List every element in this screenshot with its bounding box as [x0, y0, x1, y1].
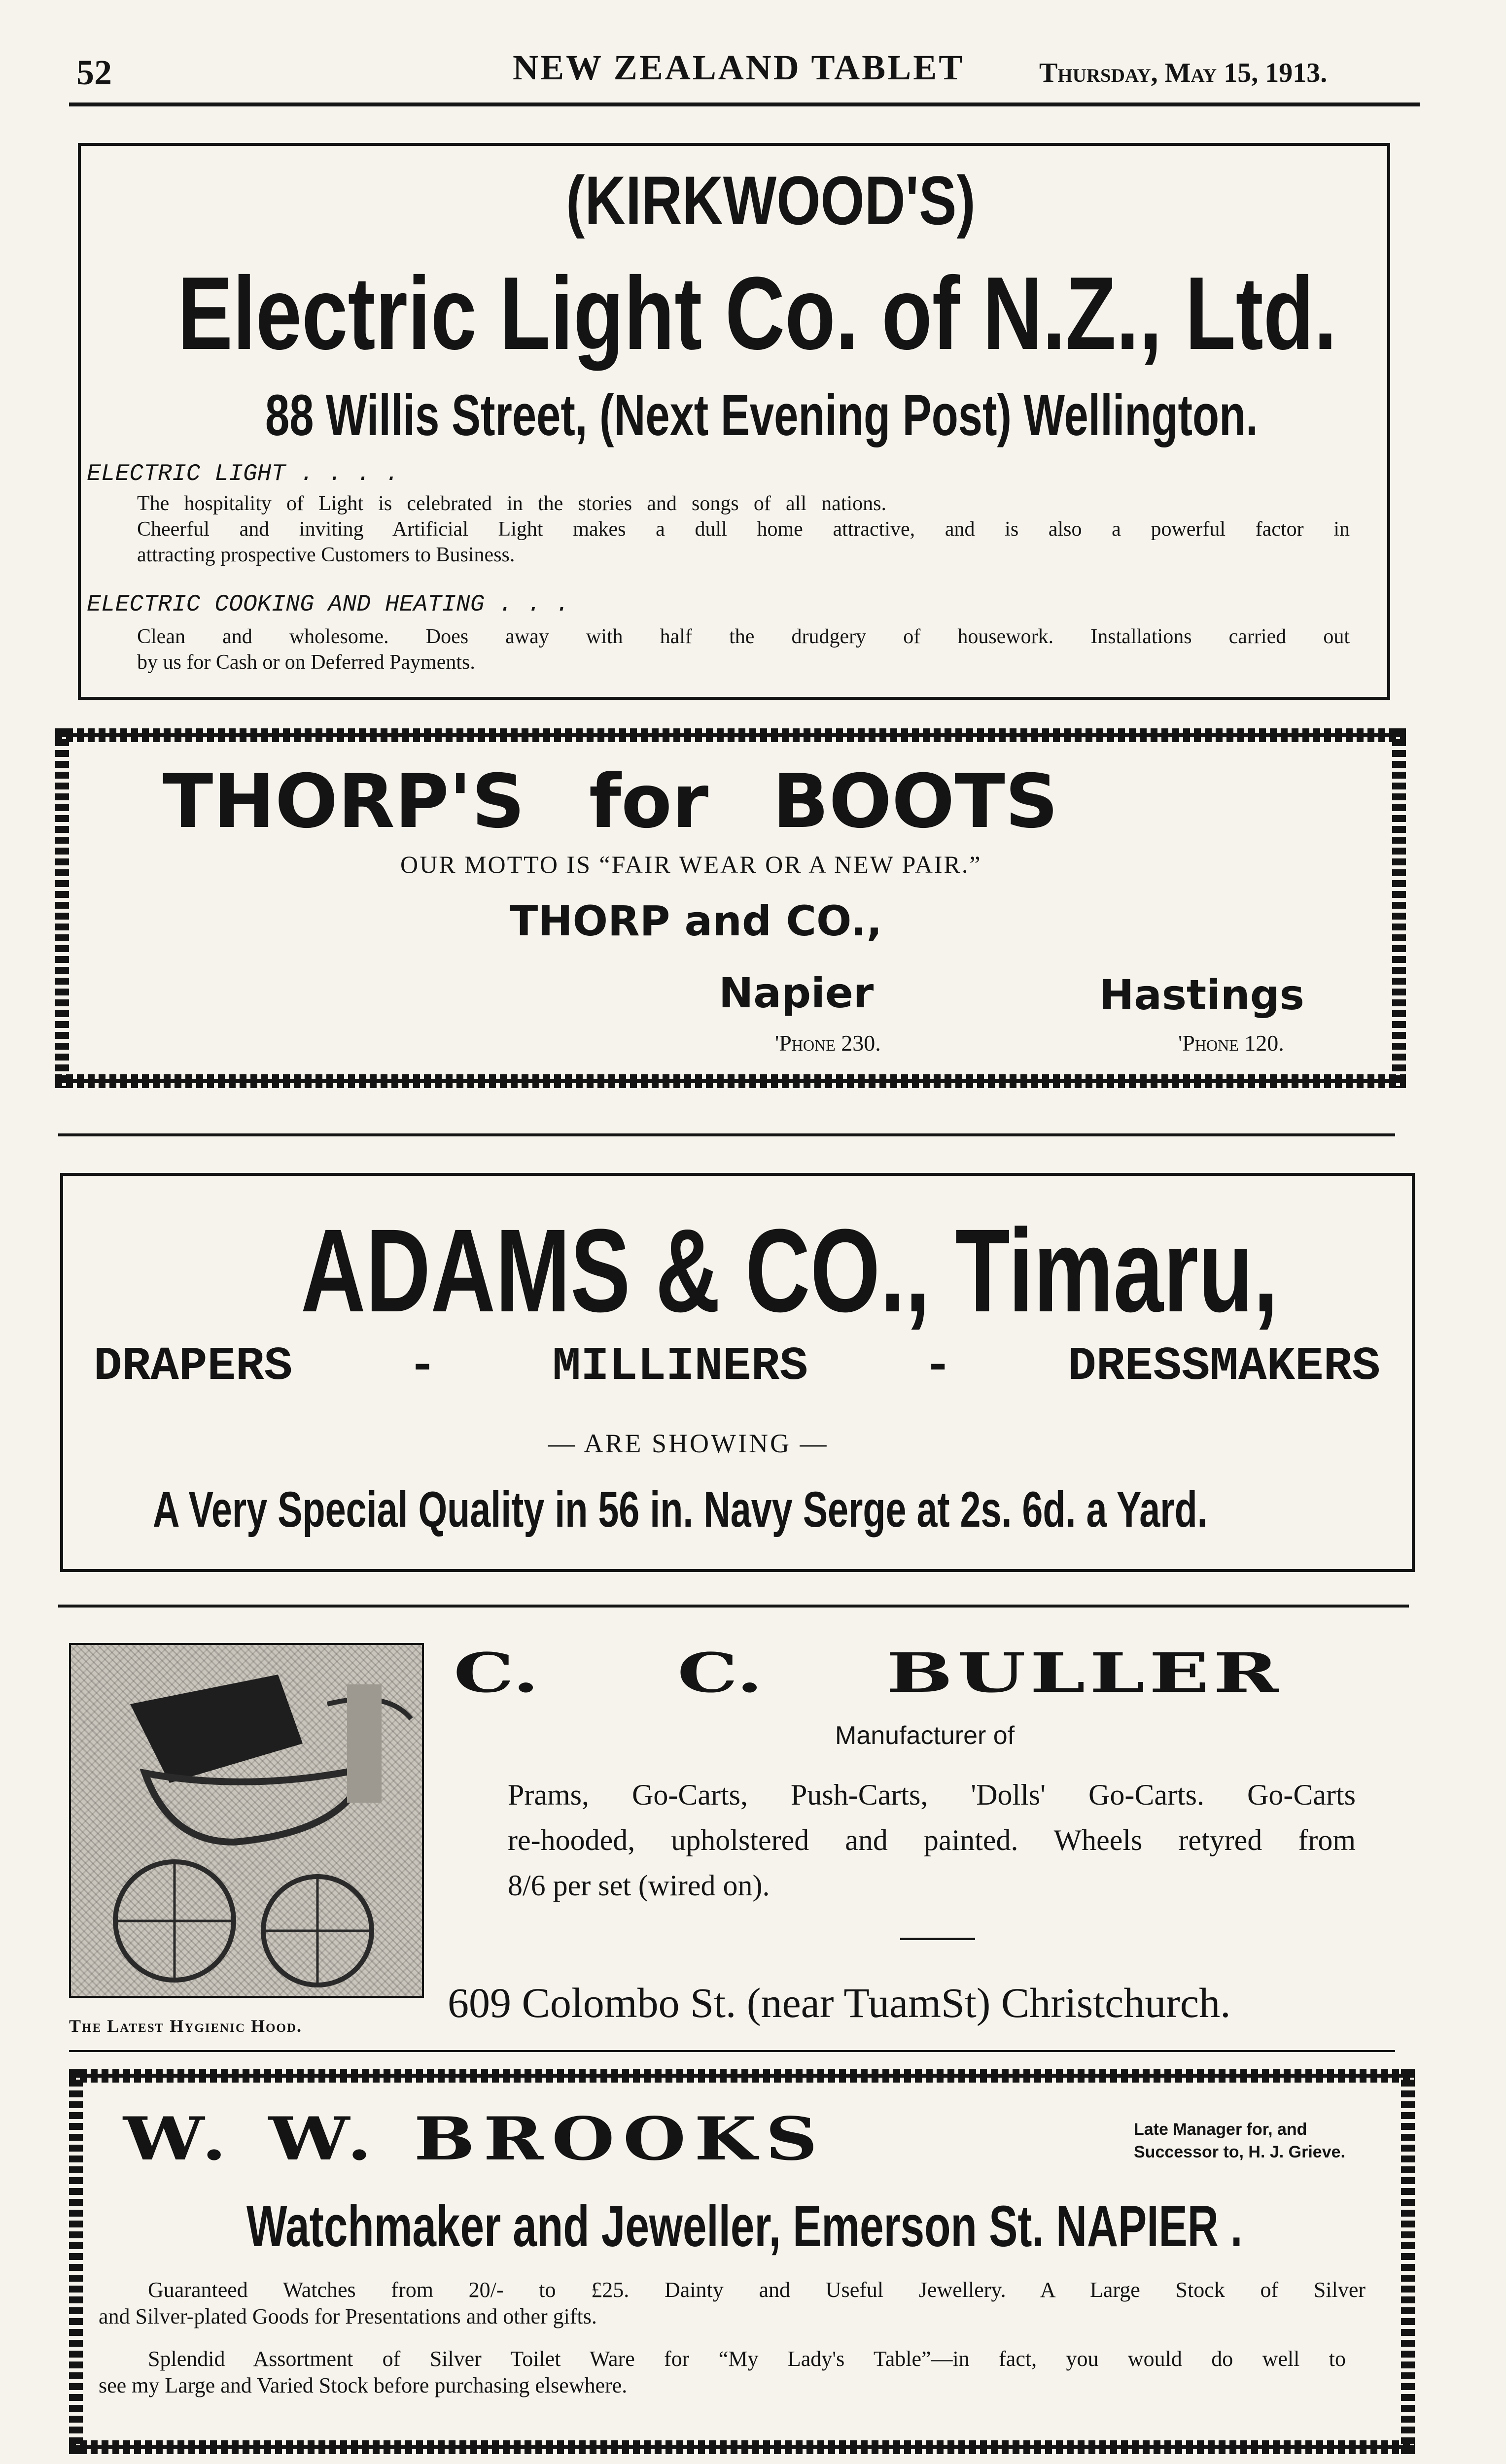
adams-trade-sep: -	[923, 1339, 952, 1393]
thorp-border-right	[1392, 728, 1406, 1088]
kirkwood-section2-title: ELECTRIC COOKING AND HEATING . . .	[87, 591, 570, 618]
section-rule	[58, 1605, 1409, 1608]
thorp-headline-name: THORP'S	[163, 759, 525, 845]
adams-trade-milliners: MILLINERS	[552, 1339, 808, 1393]
section-rule	[58, 1133, 1395, 1136]
section-rule	[69, 2050, 1395, 2052]
brooks-border-left	[69, 2069, 83, 2454]
brooks-para2	[99, 2346, 1346, 2399]
page-number: 52	[76, 53, 112, 92]
thorp-motto: OUR MOTTO IS “FAIR WEAR OR A NEW PAIR.”	[400, 851, 982, 878]
buller-line: Prams, Go-Carts, Push-Carts, 'Dolls' Go-Carts. Go-Carts	[508, 1779, 1356, 1811]
brooks-name: W. W. BROOKS	[123, 2104, 826, 2174]
adams-trade-drapers: DRAPERS	[94, 1339, 293, 1393]
brooks-p2-line: see my Large and Varied Stock before purchasing elsewhere.	[99, 2373, 628, 2397]
buller-subtitle: Manufacturer of	[835, 1721, 1015, 1750]
kirkwood-s1-line: Cheerful and inviting Artificial Light makes a dull home attractive, and is also a powerful factor in	[137, 518, 1350, 541]
buller-surname: BULLER	[886, 1641, 1283, 1705]
thorp-phone-napier: 'Phone 230.	[775, 1030, 881, 1056]
buller-line: re-hooded, upholstered and painted. Wheels retyred from	[508, 1824, 1356, 1856]
thorp-headline-for: for	[589, 759, 709, 845]
brooks-border-top	[69, 2069, 1415, 2083]
thorp-phone-hastings: 'Phone 120.	[1178, 1030, 1284, 1056]
brooks-p1-line: Guaranteed Watches from 20/- to £25. Dainty and Useful Jewellery. A Large Stock of Silver	[148, 2278, 1366, 2302]
brooks-note	[1134, 2118, 1345, 2163]
brooks-border-bottom	[69, 2440, 1415, 2454]
issue-date: Thursday, May 15, 1913.	[1039, 58, 1328, 88]
kirkwood-address: 88 Willis Street, (Next Evening Post) Wellington.	[265, 383, 1258, 448]
buller-body	[508, 1772, 1356, 1908]
publication-title: NEW ZEALAND TABLET	[513, 48, 965, 87]
thorp-headline-boots: BOOTS	[772, 759, 1058, 845]
brooks-p2-line: Splendid Assortment of Silver Toilet Ware for “My Lady's Table”—in fact, you would do well to	[148, 2347, 1346, 2371]
buller-address: 609 Colombo St. (near TuamSt) Christchurch.	[448, 1979, 1231, 2026]
buller-initial: C.	[677, 1641, 763, 1705]
buller-short-rule	[900, 1938, 975, 1940]
adams-trades	[94, 1339, 1380, 1393]
brooks-para1	[99, 2277, 1366, 2330]
adams-offer: A Very Special Quality in 56 in. Navy Serge at 2s. 6d. a Yard.	[153, 1481, 1208, 1538]
brooks-note-line: Late Manager for, and	[1134, 2120, 1307, 2139]
kirkwood-owner: (KIRKWOOD'S)	[566, 162, 976, 239]
thorp-border-left	[55, 728, 69, 1088]
brooks-p1-line: and Silver-plated Goods for Presentations and other gifts.	[99, 2304, 597, 2328]
header-rule	[69, 103, 1420, 106]
thorp-border-top	[55, 728, 1406, 742]
kirkwood-section2-body	[137, 624, 1350, 675]
adams-headline: ADAMS & CO., Timaru,	[301, 1204, 1278, 1336]
kirkwood-s1-line: attracting prospective Customers to Business.	[137, 544, 515, 566]
thorp-branch-napier: Napier	[719, 969, 874, 1017]
buller-name	[454, 1641, 1420, 1705]
buller-initial: C.	[454, 1641, 539, 1705]
adams-showing: — ARE SHOWING —	[548, 1429, 829, 1458]
thorp-headline	[163, 759, 1058, 845]
pram-caption: The Latest Hygienic Hood.	[69, 2016, 302, 2036]
brooks-note-line: Successor to, H. J. Grieve.	[1134, 2143, 1345, 2161]
adams-trade-dressmakers: DRESSMAKERS	[1068, 1339, 1380, 1393]
pram-illustration	[69, 1643, 424, 1998]
kirkwood-s2-line: by us for Cash or on Deferred Payments.	[137, 651, 475, 674]
brooks-border-right	[1401, 2069, 1415, 2454]
thorp-firm: THORP and CO.,	[510, 897, 882, 945]
adams-trade-sep: -	[408, 1339, 437, 1393]
buller-line: 8/6 per set (wired on).	[508, 1869, 770, 1902]
kirkwood-company: Electric Light Co. of N.Z., Ltd.	[177, 255, 1337, 371]
kirkwood-s1-line: The hospitality of Light is celebrated in the stories and songs of all nations.	[137, 492, 886, 515]
kirkwood-s2-line: Clean and wholesome. Does away with half the drudgery of housework. Installations carried out	[137, 625, 1350, 648]
thorp-border-bottom	[55, 1074, 1406, 1088]
kirkwood-section1-body	[137, 491, 1350, 568]
thorp-branch-hastings: Hastings	[1099, 971, 1304, 1019]
kirkwood-section1-title: ELECTRIC LIGHT . . . .	[87, 461, 399, 487]
pram-drawing	[71, 1645, 422, 1996]
brooks-trade: Watchmaker and Jeweller, Emerson St. NAPIER .	[246, 2194, 1243, 2259]
